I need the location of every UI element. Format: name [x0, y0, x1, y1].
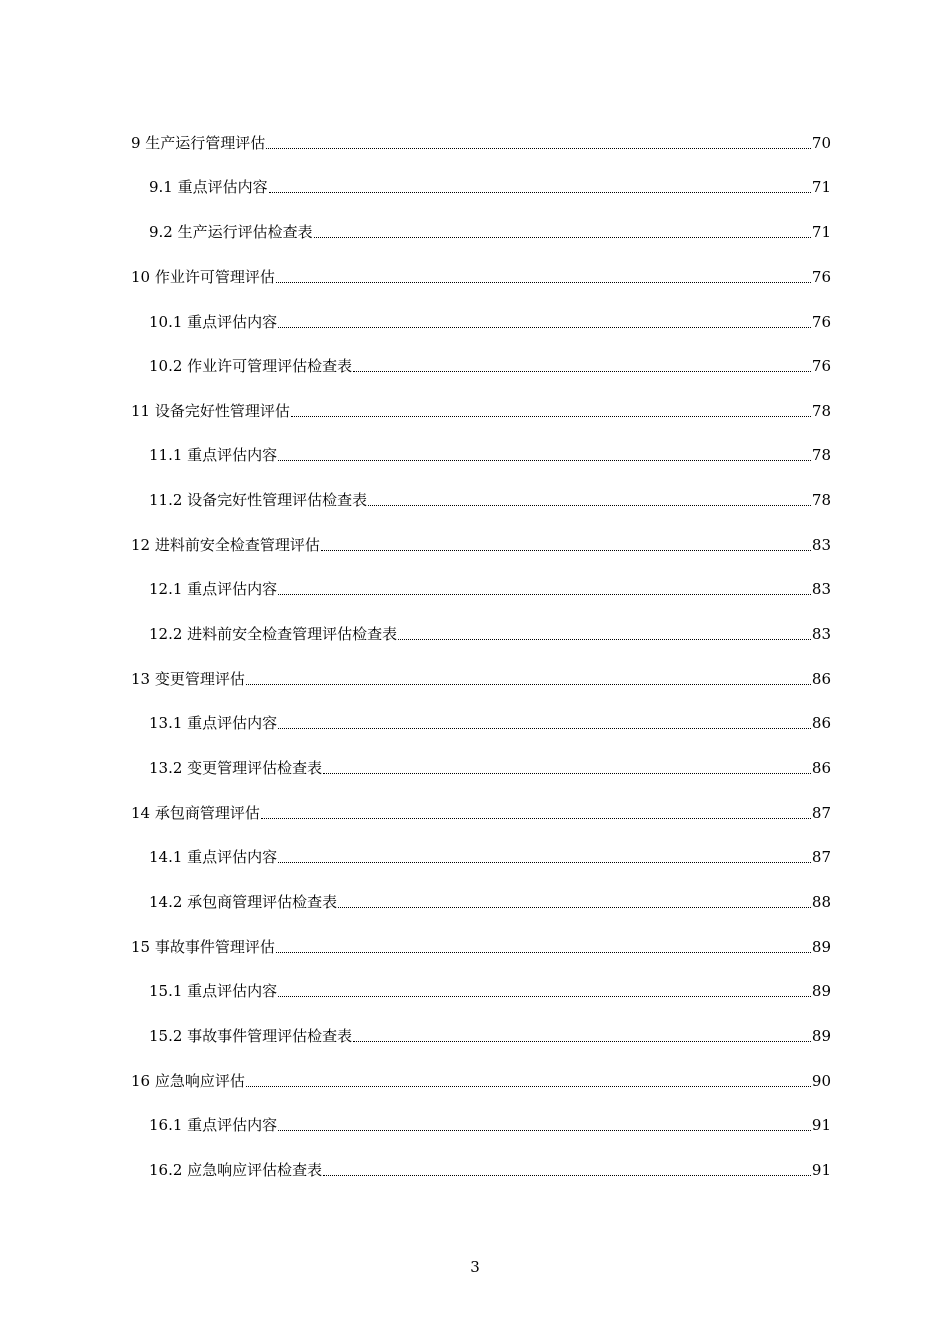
toc-entry-page: 83	[811, 625, 831, 643]
toc-dot-leader	[261, 818, 811, 819]
toc-entry-title: 15 事故事件管理评估	[131, 938, 275, 956]
toc-entry[interactable]	[149, 220, 831, 244]
toc-entry-title: 14 承包商管理评估	[131, 804, 260, 822]
toc-entry-page: 90	[811, 1072, 831, 1090]
toc-dot-leader	[278, 728, 811, 729]
toc-entry-page: 87	[811, 848, 831, 866]
toc-entry[interactable]	[149, 979, 831, 1003]
toc-entry-page: 91	[811, 1116, 831, 1134]
toc-entry-title: 11 设备完好性管理评估	[131, 402, 290, 420]
toc-entry[interactable]	[149, 175, 831, 199]
toc-entry-page: 88	[811, 893, 831, 911]
toc-dot-leader	[278, 996, 811, 997]
toc-dot-leader	[278, 460, 811, 461]
toc-entry-page: 76	[811, 268, 831, 286]
toc-entry-title: 10.2 作业许可管理评估检查表	[149, 357, 353, 375]
toc-entry-title: 10 作业许可管理评估	[131, 268, 275, 286]
toc-entry-page: 89	[811, 982, 831, 1000]
toc-dot-leader	[266, 148, 811, 149]
toc-entry[interactable]	[149, 622, 831, 646]
toc-entry[interactable]	[131, 935, 831, 959]
toc-entry-title: 9.1 重点评估内容	[149, 178, 268, 196]
toc-entry-title: 16.1 重点评估内容	[149, 1116, 278, 1134]
toc-entry-title: 13.2 变更管理评估检查表	[149, 759, 323, 777]
toc-entry[interactable]	[149, 443, 831, 467]
toc-entry-title: 16.2 应急响应评估检查表	[149, 1161, 323, 1179]
toc-entry-title: 12.2 进料前安全检查管理评估检查表	[149, 625, 398, 643]
toc-entry-page: 71	[811, 178, 831, 196]
toc-dot-leader	[323, 773, 811, 774]
toc-entry-page: 89	[811, 1027, 831, 1045]
toc-entry[interactable]	[149, 890, 831, 914]
toc-entry[interactable]	[149, 1024, 831, 1048]
toc-entry-title: 11.2 设备完好性管理评估检查表	[149, 491, 368, 509]
toc-entry-title: 9 生产运行管理评估	[131, 134, 266, 152]
toc-dot-leader	[278, 862, 811, 863]
toc-dot-leader	[276, 282, 811, 283]
toc-entry-page: 87	[811, 804, 831, 822]
toc-entry[interactable]	[149, 577, 831, 601]
toc-entry-title: 13 变更管理评估	[131, 670, 245, 688]
toc-entry-page: 76	[811, 313, 831, 331]
toc-entry-page: 83	[811, 536, 831, 554]
toc-entry[interactable]	[131, 399, 831, 423]
toc-entry-page: 83	[811, 580, 831, 598]
toc-entry[interactable]	[131, 131, 831, 155]
toc-dot-leader	[246, 1086, 811, 1087]
toc-entry-page: 78	[811, 402, 831, 420]
toc-dot-leader	[398, 639, 811, 640]
toc-entry-title: 12.1 重点评估内容	[149, 580, 278, 598]
toc-entry-page: 76	[811, 357, 831, 375]
toc-entry[interactable]	[131, 1069, 831, 1093]
toc-entry-page: 71	[811, 223, 831, 241]
toc-dot-leader	[323, 1175, 811, 1176]
toc-entry-page: 86	[811, 670, 831, 688]
toc-entry[interactable]	[131, 265, 831, 289]
toc-entry[interactable]	[149, 1113, 831, 1137]
toc-dot-leader	[276, 952, 811, 953]
toc-dot-leader	[291, 416, 811, 417]
toc-entry[interactable]	[149, 1158, 831, 1182]
toc-entry-page: 91	[811, 1161, 831, 1179]
toc-dot-leader	[278, 1130, 811, 1131]
toc-entry[interactable]	[149, 845, 831, 869]
toc-entry-page: 78	[811, 491, 831, 509]
toc-entry-title: 14.1 重点评估内容	[149, 848, 278, 866]
toc-entry[interactable]	[131, 801, 831, 825]
toc-entry-title: 10.1 重点评估内容	[149, 313, 278, 331]
toc-dot-leader	[368, 505, 811, 506]
toc-entry-title: 15.1 重点评估内容	[149, 982, 278, 1000]
toc-entry-title: 16 应急响应评估	[131, 1072, 245, 1090]
toc-entry-title: 14.2 承包商管理评估检查表	[149, 893, 338, 911]
toc-dot-leader	[278, 594, 811, 595]
toc-entry[interactable]	[149, 310, 831, 334]
toc-dot-leader	[321, 550, 811, 551]
toc-dot-leader	[338, 907, 811, 908]
toc-entry[interactable]	[149, 488, 831, 512]
toc-entry-page: 86	[811, 759, 831, 777]
toc-entry[interactable]	[149, 756, 831, 780]
toc-dot-leader	[353, 1041, 811, 1042]
toc-entry-title: 12 进料前安全检查管理评估	[131, 536, 320, 554]
toc-entry-page: 70	[811, 134, 831, 152]
toc-dot-leader	[353, 371, 811, 372]
toc-entry-title: 13.1 重点评估内容	[149, 714, 278, 732]
toc-dot-leader	[246, 684, 811, 685]
toc-dot-leader	[314, 237, 811, 238]
toc-entry[interactable]	[149, 711, 831, 735]
toc-entry[interactable]	[131, 667, 831, 691]
toc-entry[interactable]	[131, 533, 831, 557]
toc-entry-page: 89	[811, 938, 831, 956]
toc-entry-title: 11.1 重点评估内容	[149, 446, 278, 464]
page-number: 3	[470, 1258, 480, 1276]
toc-entry-page: 78	[811, 446, 831, 464]
toc-entry-title: 9.2 生产运行评估检查表	[149, 223, 313, 241]
toc-dot-leader	[269, 192, 811, 193]
toc-entry-page: 86	[811, 714, 831, 732]
toc-entry[interactable]	[149, 354, 831, 378]
toc-dot-leader	[278, 327, 811, 328]
toc-entry-title: 15.2 事故事件管理评估检查表	[149, 1027, 353, 1045]
